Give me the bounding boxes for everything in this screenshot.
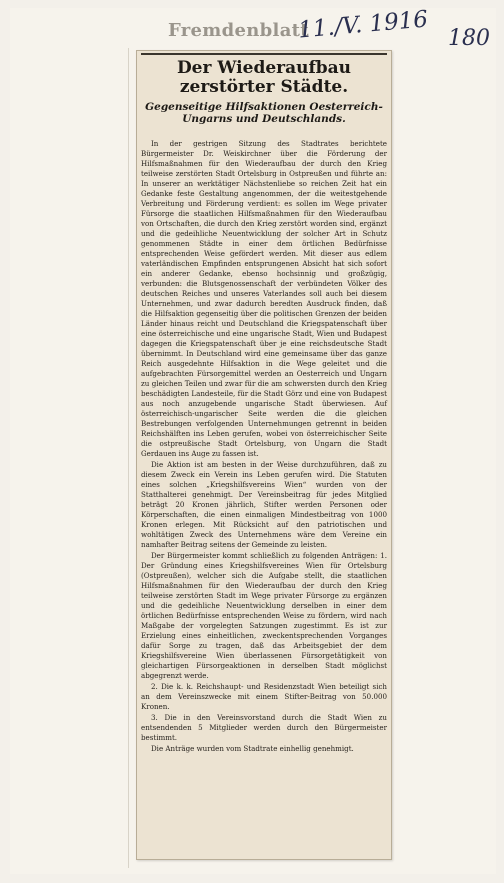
article-paragraph-2: Die Aktion ist am besten in der Weise durchzuführen, daß zu diesem Zweck ein Verein ins Leben gerufen wird. Die Statuten eines solchen „Kriegshilfsvereins Wien“ wurden von der Statthalterei genehmigt. Der Vereinsbeitrag für jedes Mitglied beträgt 20 Kronen jährlich, Stifter werden Personen oder Körperschaften, die einen einmaligen Mindestbeitrag von 1000 Kronen erlegen. Mit Rücksicht auf den patriotischen und wohltätigen Zweck des Unternehmens wäre dem Vereine ein namhafter Beitrag seitens der Gemeinde zu leisten. [141,460,387,549]
margin-line [128,48,129,868]
top-rule [141,53,387,55]
article-paragraph-3: Der Bürgermeister kommt schließlich zu folgenden Anträgen: 1. Der Gründung eines Kriegshilfsvereines Wien für Ortelsburg (Ostpreußen), welcher sich die Aufgabe stellt, die staatlichen Hilfsmaßnahmen für den Wiederaufbau der durch den Krieg teilweise zerstörten Stadt im Wege privater Fürsorge zu ergänzen und die gedeihliche Neuentwicklung derselben in einer dem örtlichen Bedürfnisse entsprechenden Weise zu fördern, wird nach Maßgabe der vorgelegten Satzungen zugestimmt. Es ist zur Erzielung eines einheitlichen, zweckentsprechenden Vorganges dafür Sorge zu tragen, daß das Arbeitsgebiet der dem Kriegshilfsvereine Wien überlassenen Fürsorgetätigkeit von gleichartigen Fürsorgeaktionen in derselben Stadt möglichst abgegrenzt werde. [141,551,387,680]
newspaper-source-stamp: Fremdenblatt [168,20,309,41]
handwritten-number: 180 [448,26,490,51]
article-paragraph-4: 2. Die k. k. Reichshaupt- und Residenzstadt Wien beteiligt sich an dem Vereinszwecke mit einem Stifter-Beitrag von 50.000 Kronen. [141,682,387,711]
handwritten-date: 11./V. 1916 [297,6,429,44]
article-headline: Der Wiederaufbau zerstörter Städte. [176,58,352,97]
article-paragraph-1: In der gestrigen Sitzung des Stadtrates berichtete Bürgermeister Dr. Weiskirchner über die Förderung der Hilfsmaßnahmen für den Wiederaufbau der durch den Krieg teilweise zerstörten Stadt Ortelsburg in Ostpreußen und führte an: In unserer an werktätiger Nächstenliebe so reichen Zeit hat ein Gedanke feste Gestaltung angenommen, der die weitestgehende Verbreitung und Förderung verdient: es sollen im Wege privater Fürsorge die staatlichen Hilfsmaßnahmen für den Wiederaufbau von Ortschaften, die durch den Krieg zerstört worden sind, ergänzt und die gedeihliche Neuentwicklung der solcher Art in Schutz genommenen Städte in einer dem örtlichen Bedürfnisse entsprechenden Weise gefördert werden. Mit dieser aus edlem vaterländischen Empfinden entsprungenen Absicht hat sich sofort ein anderer Gedanke, ebenso hochsinnig und großzügig, verbunden: die Blutsgenossenschaft der verbündeten Völker des deutschen Reiches und unseres Vaterlandes soll auch bei diesem Unternehmen, und zwar dadurch beredten Ausdruck finden, daß die Hilfsaktion gegenseitig über die politischen Grenzen der beiden Länder hinaus reicht und Deutschland die Kriegspatenschaft über eine österreichische und eine ungarische Stadt, Wien und Budapest dagegen die Kriegspatenschaft über je eine reichsdeutsche Stadt übernimmt. In Deutschland wird eine gemeinsame über das ganze Reich ausgedehnte Hilfsaktion in die Wege geleitet und die aufgebrachten Fürsorgemittel werden an Oesterreich und Ungarn zu gleichen Teilen und zwar für die am schwersten durch den Krieg beschädigten Landesteile, für die Stadt Görz und eine von Budapest aus noch anzugebende ungarische Stadt überwiesen. Auf österreichisch-ungarischer Seite werden die die gleichen Bestrebungen verfolgenden Unternehmungen getrennt in beiden Reichshälften ins Leben gerufen, wobei von österreichischer Seite die ostpreußische Stadt Ortelsburg, von Ungarn die Stadt Gerdauen ins Auge zu fassen ist. [141,139,387,458]
article-body [141,139,387,857]
article-subheadline: Gegenseitige Hilfsaktionen Oesterreich-Ungarns und Deutschlands. [145,101,383,125]
article-paragraph-5: 3. Die in den Vereinsvorstand durch die Stadt Wien zu entsendenden 5 Mitglieder werden durch den Bürgermeister bestimmt. [141,713,387,742]
newspaper-clipping [136,50,392,860]
article-paragraph-6: Die Anträge wurden vom Stadtrate einhellig genehmigt. [151,744,354,753]
